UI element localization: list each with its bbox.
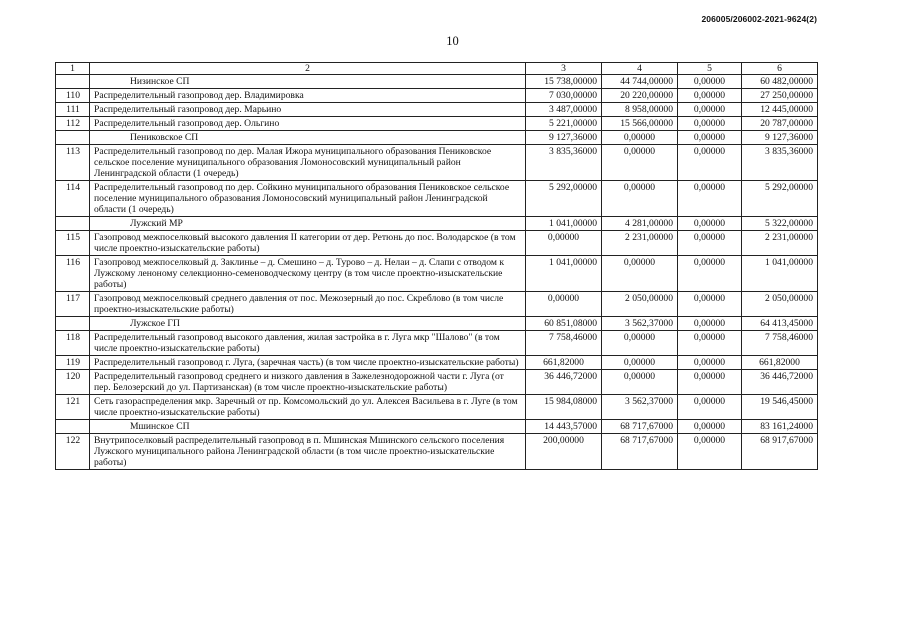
subtotal-row: [56, 75, 818, 89]
column-header-1: 1: [56, 63, 90, 75]
value-col6-cell: 83 161,24000: [742, 420, 818, 434]
value-col3-cell: 9 127,36000: [526, 131, 602, 145]
value-col6-cell: 27 250,00000: [742, 89, 818, 103]
object-name-cell: Газопровод межпоселковый высокого давления II категории от дер. Ретюнь до пос. Володарское (в том числе проектно-изыскательские работы): [90, 231, 526, 256]
value-col3-cell: 15 738,00000: [526, 75, 602, 89]
value-col6-cell: 36 446,72000: [742, 370, 818, 395]
value-col5-cell: 0,00000: [678, 420, 742, 434]
table-row: [56, 395, 818, 420]
value-col6-cell: 64 413,45000: [742, 317, 818, 331]
value-col5-cell: 0,00000: [678, 256, 742, 292]
object-name-cell: Распределительный газопровод дер. Ольгино: [90, 117, 526, 131]
row-number-cell: 111: [56, 103, 90, 117]
value-col3-cell: 5 292,00000: [526, 181, 602, 217]
value-col4-cell: 0,00000: [602, 256, 678, 292]
object-name-cell: Лужское ГП: [90, 317, 526, 331]
table-row: [56, 434, 818, 470]
table-row: [56, 117, 818, 131]
value-col5-cell: 0,00000: [678, 370, 742, 395]
value-col4-cell: 0,00000: [602, 331, 678, 356]
object-name-cell: Распределительный газопровод по дер. Малая Ижора муниципального образования Пениковское сельское поселение муниципального образования Ломоносовский муниципальный район Ленинградской области (1 очередь): [90, 145, 526, 181]
value-col3-cell: 15 984,08000: [526, 395, 602, 420]
value-col5-cell: 0,00000: [678, 356, 742, 370]
table-row: [56, 331, 818, 356]
value-col6-cell: 5 292,00000: [742, 181, 818, 217]
object-name-cell: Низинское СП: [90, 75, 526, 89]
object-name-cell: Пениковское СП: [90, 131, 526, 145]
value-col5-cell: 0,00000: [678, 292, 742, 317]
value-col6-cell: 1 041,00000: [742, 256, 818, 292]
column-header-6: 6: [742, 63, 818, 75]
value-col5-cell: 0,00000: [678, 75, 742, 89]
value-col6-cell: 7 758,46000: [742, 331, 818, 356]
row-number-cell: 116: [56, 256, 90, 292]
value-col3-cell: 1 041,00000: [526, 256, 602, 292]
value-col5-cell: 0,00000: [678, 145, 742, 181]
value-col4-cell: 68 717,67000: [602, 434, 678, 470]
row-number-cell: [56, 75, 90, 89]
column-header-4: 4: [602, 63, 678, 75]
value-col4-cell: 2 050,00000: [602, 292, 678, 317]
value-col3-cell: 36 446,72000: [526, 370, 602, 395]
value-col6-cell: 60 482,00000: [742, 75, 818, 89]
table-row: [56, 292, 818, 317]
value-col5-cell: 0,00000: [678, 434, 742, 470]
value-col6-cell: 2 231,00000: [742, 231, 818, 256]
row-number-cell: 118: [56, 331, 90, 356]
object-name-cell: Сеть газораспределения мкр. Заречный от пр. Комсомольский до ул. Алексея Васильева в г. Луге (в том числе проектно-изыскательские работы): [90, 395, 526, 420]
object-name-cell: Газопровод межпоселковый д. Заклинье – д. Смешино – д. Турово – д. Нелаи – д. Слапи с отводом к Лужскому леноному селекционно-семеноводческому центру (в том числе проектно-изыскательские работы): [90, 256, 526, 292]
value-col5-cell: 0,00000: [678, 217, 742, 231]
object-name-cell: Распределительный газопровод г. Луга, (заречная часть) (в том числе проектно-изыскательские работы): [90, 356, 526, 370]
value-col4-cell: 20 220,00000: [602, 89, 678, 103]
value-col3-cell: 60 851,08000: [526, 317, 602, 331]
row-number-cell: 117: [56, 292, 90, 317]
object-name-cell: Распределительный газопровод среднего и низкого давления в Зажелезнодорожной части г. Луга (от пер. Белозерский до ул. Партизанская) (в том числе проектно-изыскательские работы): [90, 370, 526, 395]
row-number-cell: 114: [56, 181, 90, 217]
value-col6-cell: 68 917,67000: [742, 434, 818, 470]
column-header-3: 3: [526, 63, 602, 75]
value-col3-cell: 7 030,00000: [526, 89, 602, 103]
row-number-cell: 122: [56, 434, 90, 470]
value-col6-cell: 19 546,45000: [742, 395, 818, 420]
object-name-cell: Мшинское СП: [90, 420, 526, 434]
object-name-cell: Газопровод межпоселковый среднего давления от пос. Межозерный до пос. Скреблово (в том числе проектно-изыскательские работы): [90, 292, 526, 317]
object-name-cell: Распределительный газопровод по дер. Сойкино муниципального образования Пениковское сельское поселение муниципального образования Ломоносовский муниципальный район Ленинградской области (1 очередь): [90, 181, 526, 217]
value-col4-cell: 15 566,00000: [602, 117, 678, 131]
value-col6-cell: 12 445,00000: [742, 103, 818, 117]
value-col4-cell: 0,00000: [602, 145, 678, 181]
table-row: [56, 103, 818, 117]
table-row: [56, 231, 818, 256]
value-col5-cell: 0,00000: [678, 89, 742, 103]
value-col4-cell: 3 562,37000: [602, 395, 678, 420]
row-number-cell: [56, 217, 90, 231]
row-number-cell: 115: [56, 231, 90, 256]
table-row: [56, 356, 818, 370]
value-col3-cell: 1 041,00000: [526, 217, 602, 231]
value-col5-cell: 0,00000: [678, 331, 742, 356]
value-col4-cell: 0,00000: [602, 181, 678, 217]
value-col4-cell: 0,00000: [602, 131, 678, 145]
value-col6-cell: 2 050,00000: [742, 292, 818, 317]
value-col6-cell: 661,82000: [742, 356, 818, 370]
value-col3-cell: 3 835,36000: [526, 145, 602, 181]
value-col6-cell: 9 127,36000: [742, 131, 818, 145]
value-col5-cell: 0,00000: [678, 231, 742, 256]
object-name-cell: Распределительный газопровод дер. Владимировка: [90, 89, 526, 103]
value-col5-cell: 0,00000: [678, 117, 742, 131]
row-number-cell: [56, 131, 90, 145]
object-name-cell: Внутрипоселковый распределительный газопровод в п. Мшинская Мшинского сельского поселения Лужского муниципального района Ленинградской области (в том числе проектно-изыскательские работы): [90, 434, 526, 470]
object-name-cell: Распределительный газопровод высокого давления, жилая застройка в г. Луга мкр "Шалово" (в том числе проектно-изыскательские работы): [90, 331, 526, 356]
row-number-cell: 121: [56, 395, 90, 420]
value-col4-cell: 0,00000: [602, 356, 678, 370]
value-col6-cell: 20 787,00000: [742, 117, 818, 131]
value-col6-cell: 5 322,00000: [742, 217, 818, 231]
value-col4-cell: 2 231,00000: [602, 231, 678, 256]
row-number-cell: 112: [56, 117, 90, 131]
value-col3-cell: 200,00000: [526, 434, 602, 470]
subtotal-row: [56, 317, 818, 331]
value-col3-cell: 5 221,00000: [526, 117, 602, 131]
column-header-2: 2: [90, 63, 526, 75]
row-number-cell: 113: [56, 145, 90, 181]
table-row: [56, 370, 818, 395]
table-row: [56, 145, 818, 181]
table-row: [56, 256, 818, 292]
subtotal-row: [56, 420, 818, 434]
object-name-cell: Распределительный газопровод дер. Марьино: [90, 103, 526, 117]
row-number-cell: [56, 317, 90, 331]
value-col4-cell: 8 958,00000: [602, 103, 678, 117]
value-col6-cell: 3 835,36000: [742, 145, 818, 181]
value-col5-cell: 0,00000: [678, 181, 742, 217]
value-col3-cell: 3 487,00000: [526, 103, 602, 117]
value-col5-cell: 0,00000: [678, 317, 742, 331]
subtotal-row: [56, 217, 818, 231]
row-number-cell: 120: [56, 370, 90, 395]
table-body: [56, 75, 818, 470]
document-id: 206005/206002-2021-9624(2): [701, 14, 817, 24]
object-name-cell: Лужский МР: [90, 217, 526, 231]
row-number-cell: [56, 420, 90, 434]
page-number: 10: [446, 34, 459, 48]
table-row: [56, 89, 818, 103]
value-col3-cell: 14 443,57000: [526, 420, 602, 434]
value-col3-cell: 0,00000: [526, 231, 602, 256]
value-col5-cell: 0,00000: [678, 103, 742, 117]
subtotal-row: [56, 131, 818, 145]
value-col4-cell: 3 562,37000: [602, 317, 678, 331]
value-col4-cell: 68 717,67000: [602, 420, 678, 434]
table-row: [56, 181, 818, 217]
value-col4-cell: 44 744,00000: [602, 75, 678, 89]
value-col4-cell: 4 281,00000: [602, 217, 678, 231]
value-col3-cell: 7 758,46000: [526, 331, 602, 356]
value-col3-cell: 661,82000: [526, 356, 602, 370]
budget-table: [55, 62, 818, 470]
value-col4-cell: 0,00000: [602, 370, 678, 395]
value-col5-cell: 0,00000: [678, 395, 742, 420]
row-number-cell: 110: [56, 89, 90, 103]
value-col5-cell: 0,00000: [678, 131, 742, 145]
column-header-5: 5: [678, 63, 742, 75]
table-header-row: [56, 63, 818, 75]
row-number-cell: 119: [56, 356, 90, 370]
value-col3-cell: 0,00000: [526, 292, 602, 317]
